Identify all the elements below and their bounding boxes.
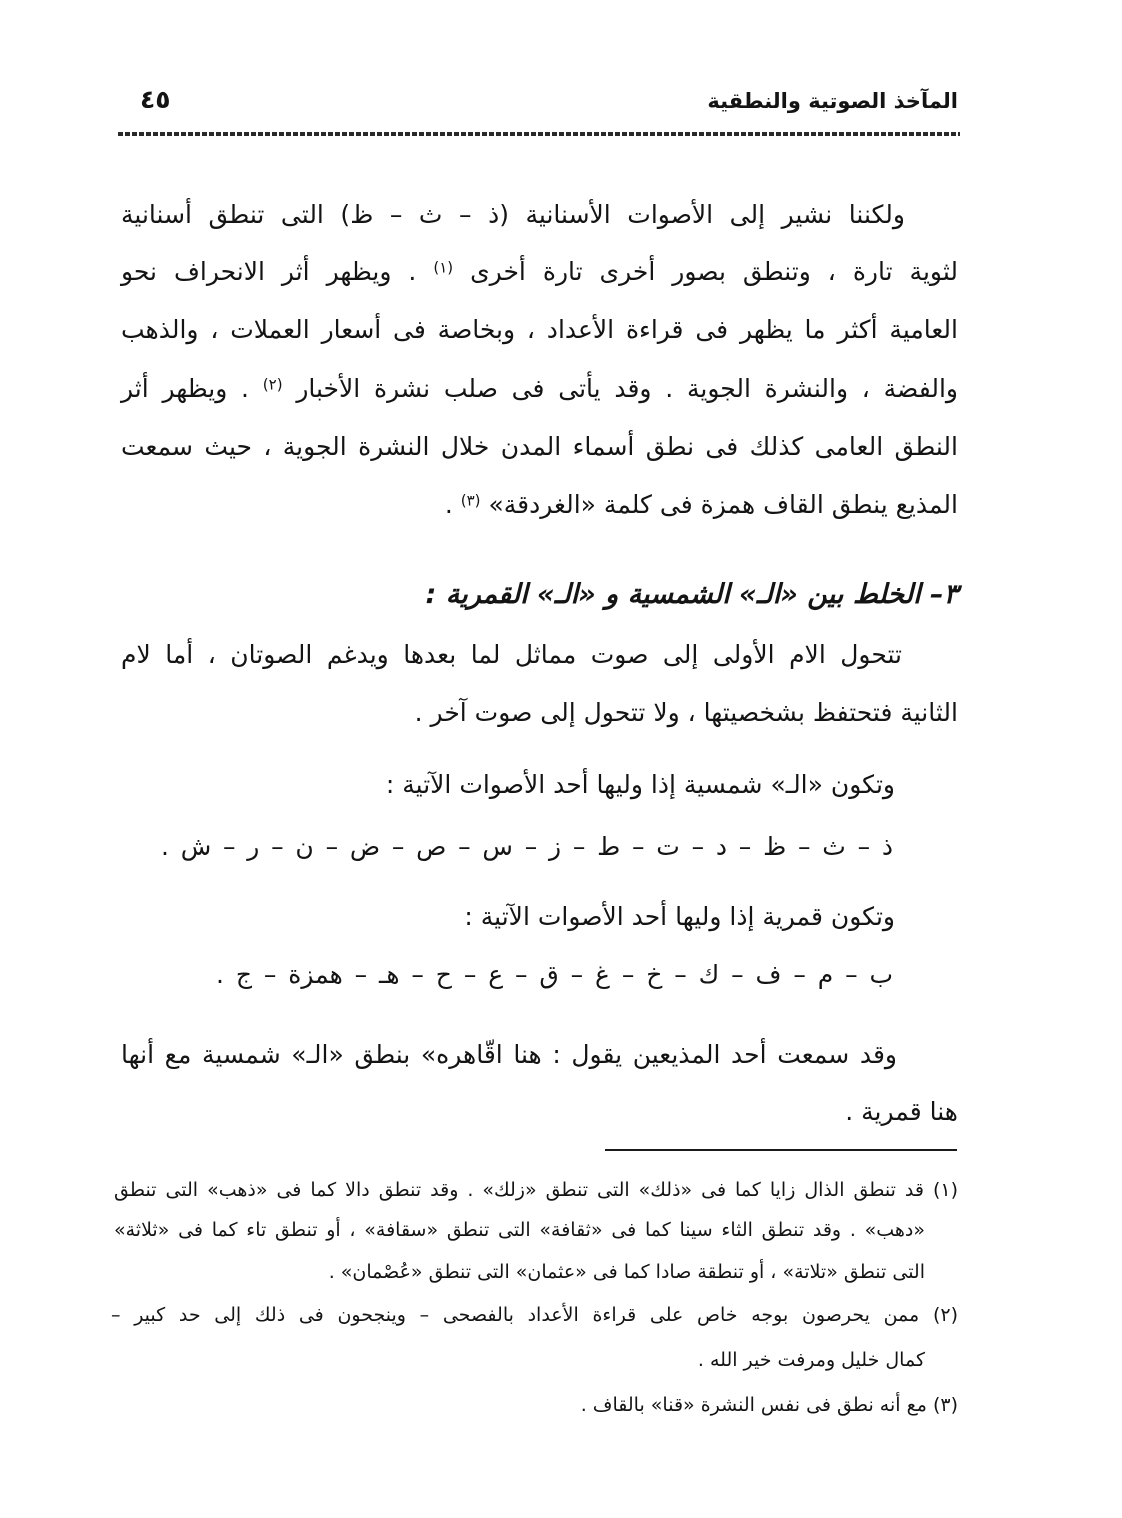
line-text: تتحول الام الأولى إلى صوت مماثل لما بعدها ويدغم الصوتان ، أما لام: [121, 640, 902, 669]
line-text: العامية أكثر ما يظهر فى قراءة الأعداد ، وبخاصة فى أسعار العملات ، والذهب: [121, 315, 958, 344]
line-text: الثانية فتحتفظ بشخصيتها ، ولا تتحول إلى صوت آخر .: [414, 698, 958, 727]
footnote-marker: (٣): [932, 1394, 958, 1416]
line-text: . ويظهر أثر: [121, 374, 250, 403]
paragraph-line: [120, 1035, 897, 1075]
line-text: والفضة ، والنشرة الجوية . وقد يأتى فى صلب نشرة الأخبار: [296, 374, 958, 403]
paragraph-line: [120, 369, 958, 409]
footnote-text: ممن يحرصون بوجه خاص على قراءة الأعداد بالفصحى – وينجحون فى ذلك إلى حد كبير –: [111, 1304, 920, 1326]
line-text: ذ – ث – ظ – د – ت – ط – ز – س – ص – ض – ن – ر – ش .: [161, 832, 893, 861]
footnote-marker: (٢): [932, 1304, 958, 1326]
line-text: لثوية تارة ، وتنطق بصور أخرى تارة أخرى: [470, 257, 958, 286]
line-text: .: [444, 490, 453, 519]
footnote-line: [110, 1389, 958, 1421]
line-content: [445, 490, 958, 519]
sun-letters-intro: [120, 765, 895, 805]
header-rule: [118, 132, 960, 136]
paragraph-line: [120, 485, 958, 525]
paragraph-line: [120, 195, 905, 235]
paragraph-line: [120, 310, 958, 350]
line-text: ولكننا نشير إلى الأصوات الأسنانية (ذ – ث – ظ) التى تنطق أسنانية: [121, 200, 905, 229]
line-content: [121, 374, 958, 403]
running-header: [638, 86, 958, 116]
line-text: النطق العامى كذلك فى نطق أسماء المدن خلال النشرة الجوية ، حيث سمعت: [121, 432, 958, 461]
footnote-rule: [605, 1149, 957, 1151]
paragraph-line: [120, 252, 958, 292]
footnote-text: «دهب» . وقد تنطق الثاء سينا كما فى «ثقافة» التى تنطق «سقافة» ، أو تنطق تاء كما فى «ثلاثة»: [114, 1219, 925, 1241]
running-header-title: المآخذ الصوتية والنطقية: [707, 89, 958, 113]
footnote-text: التى تنطق «تلاتة» ، أو تنطقة صادا كما فى «عثمان» التى تنطق «عُصْمان» .: [328, 1261, 925, 1283]
footnote-text: قد تنطق الذال زايا كما فى «ذلك» التى تنطق «زلك» . وقد تنطق دالا كما فى «ذهب» التى تنطق: [114, 1179, 924, 1201]
footnote-reference: (١): [433, 258, 454, 277]
line-content: [114, 1179, 958, 1201]
moon-letters-intro: [120, 897, 895, 937]
line-text: . ويظهر أثر الانحراف نحو: [121, 257, 417, 286]
paragraph-line: [120, 1092, 958, 1132]
footnote-line: [110, 1299, 958, 1331]
footnote-reference: (٢): [262, 375, 283, 394]
sun-letters-list: [160, 827, 893, 867]
line-text: هنا قمرية .: [845, 1097, 958, 1126]
footnote-line: [113, 1174, 958, 1206]
footnote-line: [113, 1344, 925, 1376]
line-text: وتكون «الـ» شمسية إذا وليها أحد الأصوات الآتية :: [385, 770, 895, 799]
section-heading-text: ٣– الخلط بين «الـ» الشمسية و «الـ» القمرية :: [425, 579, 958, 610]
footnote-line: [113, 1256, 925, 1288]
footnote-line: [113, 1214, 925, 1246]
line-content: [581, 1394, 958, 1416]
moon-letters-list: [215, 955, 893, 995]
paragraph-line: [120, 635, 902, 675]
line-text: ب – م – ف – ك – خ – غ – ق – ع – ح – هـ – همزة – ج .: [216, 960, 893, 989]
paragraph-line: [120, 427, 958, 467]
line-content: [121, 257, 958, 286]
section-heading: [120, 575, 958, 615]
line-text: المذيع ينطق القاف همزة فى كلمة «الغردقة»: [488, 490, 958, 519]
footnote-marker: (١): [932, 1179, 958, 1201]
page-number: ٤٥: [140, 85, 171, 114]
footnote-text: كمال خليل ومرفت خير الله .: [697, 1349, 925, 1371]
footnote-text: مع أنه نطق فى نفس النشرة «قنا» بالقاف .: [580, 1394, 927, 1416]
line-text: وتكون قمرية إذا وليها أحد الأصوات الآتية :: [464, 902, 895, 931]
paragraph-line: [120, 693, 958, 733]
line-content: [111, 1304, 958, 1326]
footnote-reference: (٣): [460, 491, 481, 510]
line-text: وقد سمعت أحد المذيعين يقول : هنا اقّاهره» بنطق «الـ» شمسية مع أنها: [121, 1040, 897, 1069]
